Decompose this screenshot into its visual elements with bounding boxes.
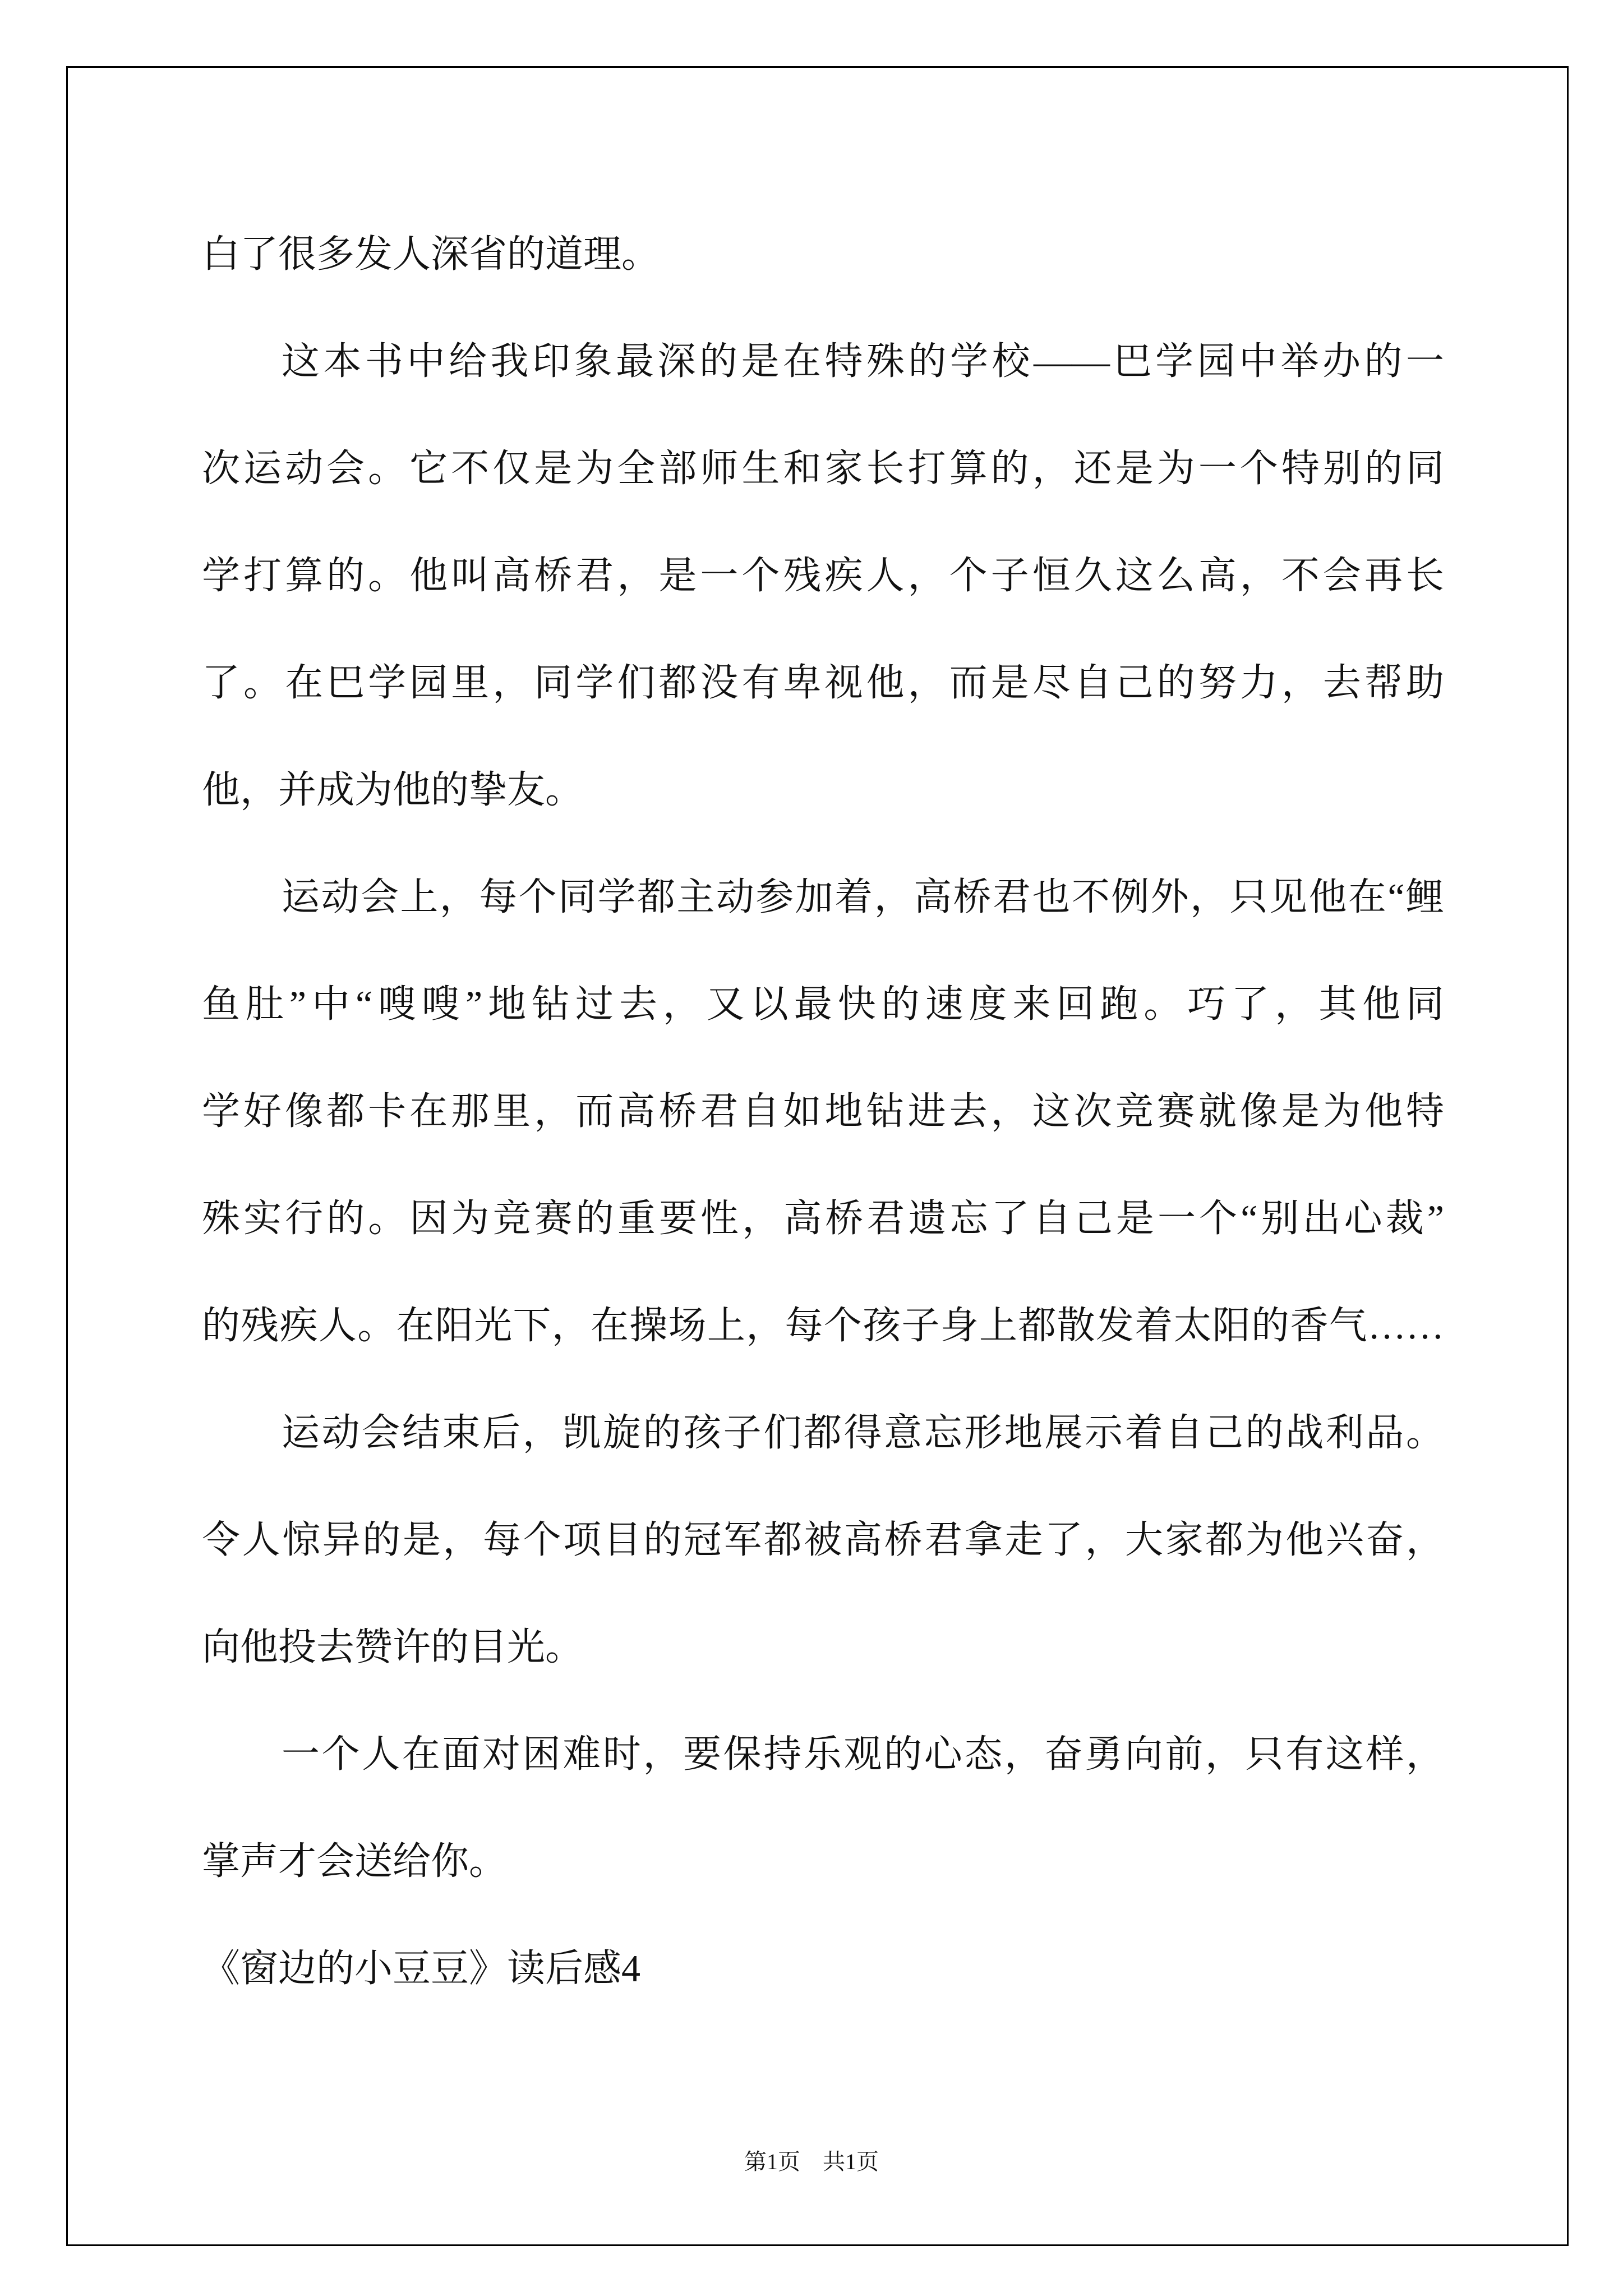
paragraph — [202, 1701, 1444, 1915]
paragraph-line: 掌声才会送给你。 — [202, 1840, 508, 1883]
paragraph-line: 殊实行的。因为竞赛的重要性，高桥君遗忘了自己是一个“别出心裁” — [202, 1197, 1444, 1240]
paragraph-line: 学好像都卡在那里，而高桥君自如地钻进去，这次竞赛就像是为他特 — [202, 1090, 1444, 1133]
paragraph-line: 白了很多发人深省的道理。 — [202, 233, 660, 275]
paragraph-line: 向他投去赞许的目光。 — [202, 1626, 584, 1668]
paragraph-line: 学打算的。他叫高桥君，是一个残疾人，个子恒久这么高，不会再长 — [202, 554, 1444, 597]
paragraph-line: 令人惊异的是，每个项目的冠军都被高桥君拿走了，大家都为他兴奋， — [202, 1519, 1444, 1561]
paragraph — [202, 201, 1444, 308]
paragraph-line: 运动会结束后，凯旋的孩子们都得意忘形地展示着自己的战利品。 — [282, 1411, 1444, 1454]
paragraph — [202, 1379, 1444, 1701]
paragraph-line: 运动会上，每个同学都主动参加着，高桥君也不例外，只见他在“鲤 — [282, 876, 1444, 918]
paragraph-line: 的残疾人。在阳光下，在操场上，每个孩子身上都散发着太阳的香气…… — [202, 1304, 1444, 1347]
paragraph-line: 次运动会。它不仅是为全部师生和家长打算的，还是为一个特别的同 — [202, 447, 1444, 490]
paragraph — [202, 844, 1444, 1379]
paragraph-line: 了。在巴学园里，同学们都没有卑视他，而是尽自己的努力，去帮助 — [202, 661, 1444, 704]
paragraph-line: 一个人在面对困难时，要保持乐观的心态，奋勇向前，只有这样， — [282, 1733, 1444, 1775]
section-heading: 《窗边的小豆豆》读后感4 — [202, 1947, 641, 1990]
paragraph-line: 他，并成为他的挚友。 — [202, 769, 584, 811]
paragraph — [202, 308, 1444, 844]
paragraph-line: 鱼肚”中“嗖嗖”地钻过去，又以最快的速度来回跑。巧了，其他同 — [202, 983, 1444, 1025]
paragraph-line: 这本书中给我印象最深的是在特殊的学校——巴学园中举办的一 — [282, 340, 1444, 383]
page-footer: 第1页 共1页 — [744, 2149, 879, 2174]
document-body — [202, 201, 1444, 2022]
